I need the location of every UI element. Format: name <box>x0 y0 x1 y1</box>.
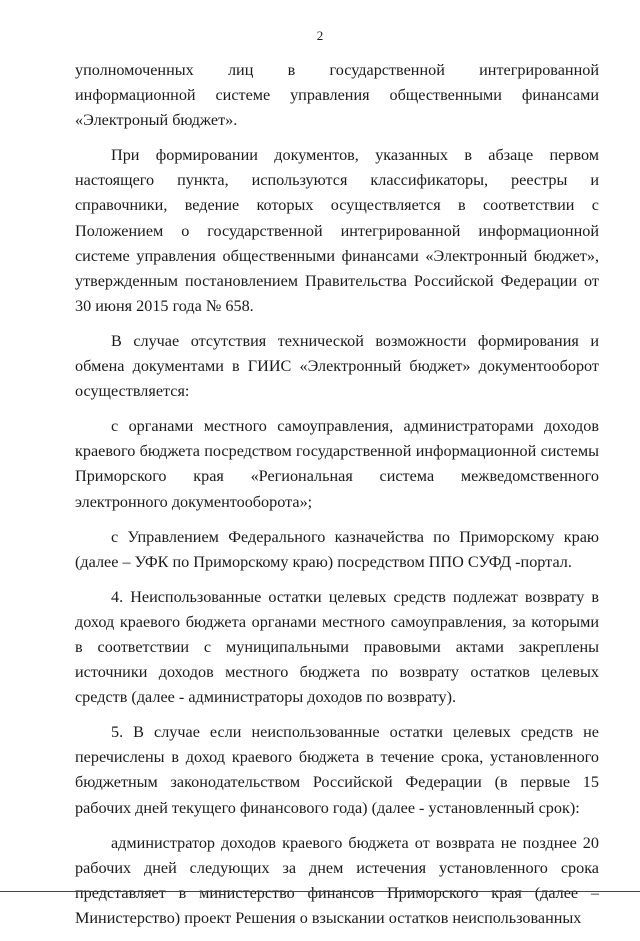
paragraph-item-4: 4. Неиспользованные остатки целевых средств подлежат возврату в доход краевого бюджета органами местного самоуправления, за которыми в соответствии с муниципальными правовыми актами закреплены источники доходов местного бюджета по возврату остатков целевых средств (далее - администраторы доходов по возврату). <box>75 587 599 707</box>
paragraph-local-authorities: с органами местного самоуправления, администраторами доходов краевого бюджета посредством государственной информационной системы Приморского края «Региональная система межведомственного электронного документооборота»; <box>75 417 599 511</box>
page-number: 2 <box>316 28 324 43</box>
paragraph-ufk: с Управлением Федерального казначейства по Приморскому краю (далее – УФК по Приморскому краю) посредством ППО СУФД -портал. <box>75 527 599 571</box>
document-body <box>75 58 599 941</box>
paragraph-continuation: уполномоченных лиц в государственной интегрированной информационной системе управления общественными финансами «Электроный бюджет». <box>75 61 599 130</box>
bottom-rule <box>0 891 640 892</box>
paragraph-item-5: 5. В случае если неиспользованные остатки целевых средств не перечислены в доход краевого бюджета в течение срока, установленного бюджетным законодательством Российской Федерации (в первые 15 рабочих дней текущего финансового года) (далее - установленный срок): <box>75 723 599 817</box>
paragraph-classifiers: При формировании документов, указанных в абзаце первом настоящего пункта, используются классификаторы, реестры и справочники, ведение которых осуществляется в соответствии с Положением о государственной интегрированной информационной системе управления общественными финансами «Электронный бюджет», утвержденным постановлением Правительства Российской Федерации от 30 июня 2015 года № 658. <box>75 146 599 315</box>
paragraph-administrator: администратор доходов краевого бюджета от возврата не позднее 20 рабочих дней следующих за днем истечения установленного срока представляет в министерство финансов Приморского края (далее – Министерство) проект Решения о взыскании остатков неиспользованных <box>75 833 599 927</box>
paragraph-no-technical-possibility: В случае отсутствия технической возможности формирования и обмена документами в ГИИС «Электронный бюджет» документооборот осуществляется: <box>75 331 599 401</box>
